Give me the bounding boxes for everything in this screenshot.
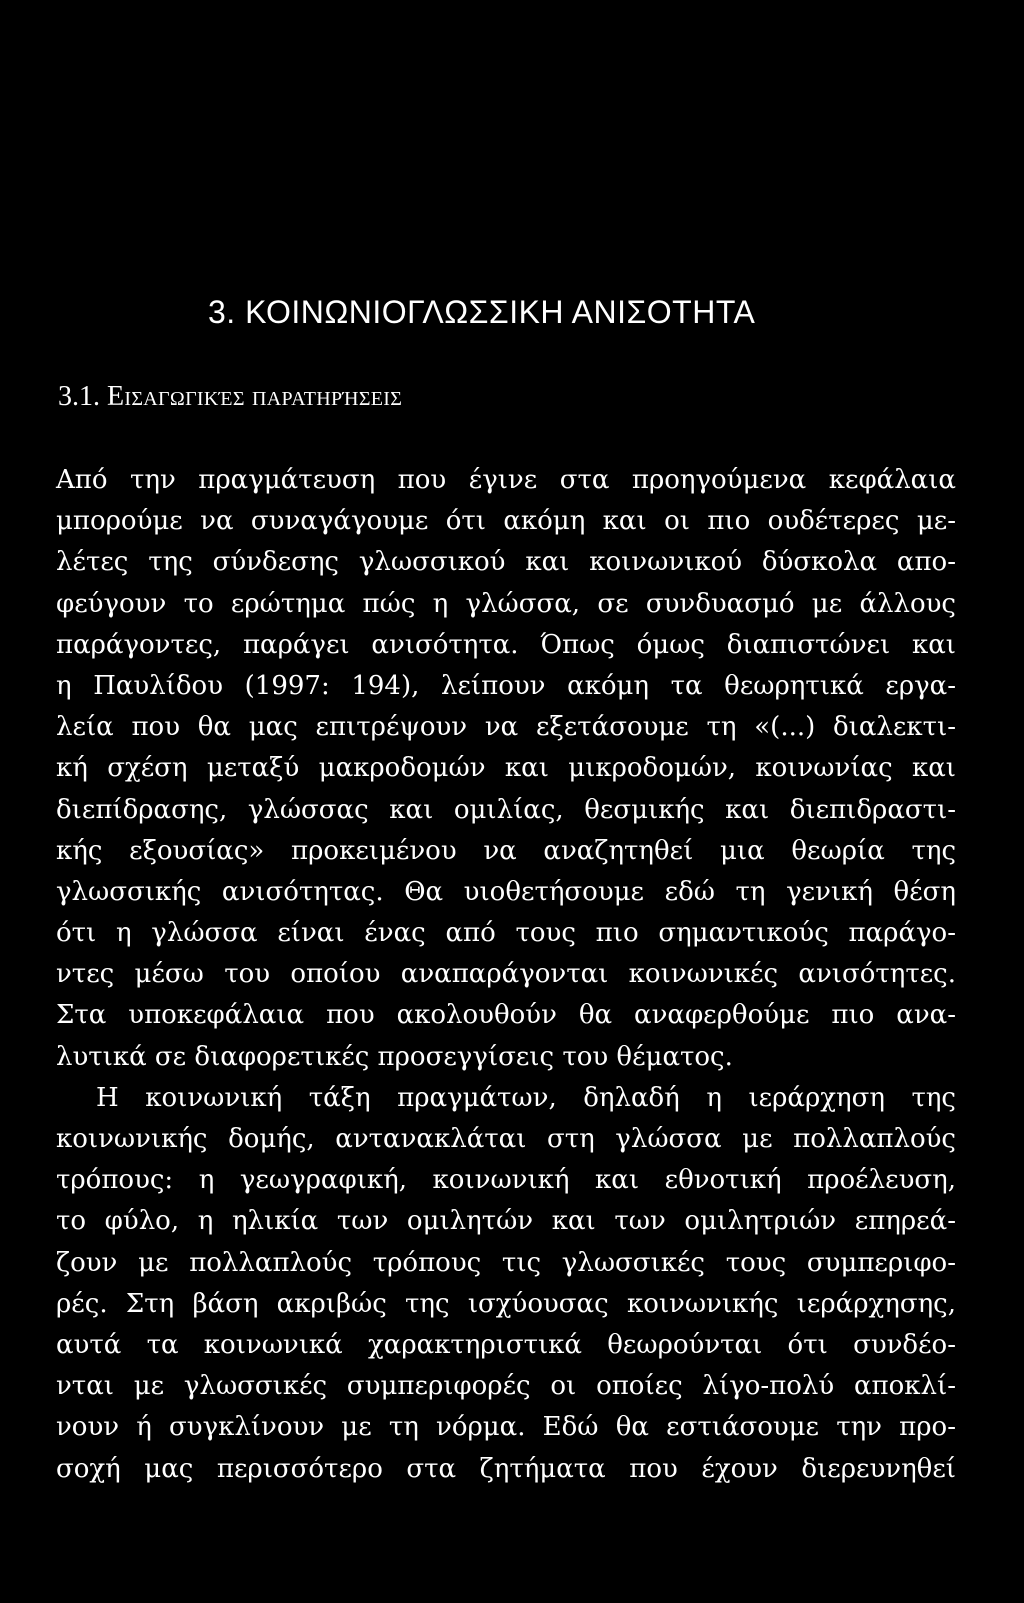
text-line: διεπίδρασης, γλώσσας και ομιλίας, θεσμικής και διεπιδραστι-: [56, 794, 956, 825]
text-line: φεύγουν το ερώτημα πώς η γλώσσα, σε συνδυασμό με άλλους: [56, 588, 956, 619]
text-line: κής εξουσίας» προκειμένου να αναζητηθεί μια θεωρία της: [56, 835, 956, 866]
text-line: ζουν με πολλαπλούς τρόπους τις γλωσσικές τους συμπεριφο-: [56, 1247, 956, 1278]
text-line: ντες μέσω του οποίου αναπαράγονται κοινωνικές ανισότητες.: [56, 959, 956, 990]
text-line: κή σχέση μεταξύ μακροδομών και μικροδομών, κοινωνίας και: [56, 753, 956, 784]
text-line: η Παυλίδου (1997: 194), λείπουν ακόμη τα θεωρητικά εργα-: [56, 670, 956, 701]
text-line: κοινωνικής δομής, αντανακλάται στη γλώσσα με πολλαπλούς: [56, 1124, 956, 1154]
text-line: λυτικά σε διαφορετικές προσεγγίσεις του θέματος.: [56, 1041, 733, 1072]
text-line: νται με γλωσσικές συμπεριφορές οι οποίες λίγο-πολύ αποκλί-: [56, 1371, 956, 1402]
section-heading: [58, 381, 402, 413]
text-line: Στα υποκεφάλαια που ακολουθούν θα αναφερθούμε πιο ανα-: [56, 1000, 956, 1031]
text-line: σοχή μας περισσότερο στα ζητήματα που έχουν διερευνηθεί: [56, 1453, 956, 1484]
text-line: Η κοινωνική τάξη πραγμάτων, δηλαδή η ιεράρχηση της: [96, 1082, 956, 1113]
text-line: νουν ή συγκλίνουν με τη νόρμα. Εδώ θα εστιάσουμε την προ-: [56, 1412, 956, 1443]
chapter-title: 3. ΚΟΙΝΩΝΙΟΓΛΩΣΣΙΚΗ ΑΝΙΣΟΤΗΤΑ: [208, 294, 756, 330]
text-line: το φύλο, η ηλικία των ομιλητών και των ομιλητριών επηρεά-: [56, 1206, 956, 1237]
text-line: παράγοντες, παράγει ανισότητα. Όπως όμως διαπιστώνει και: [56, 629, 956, 660]
text-line: μπορούμε να συναγάγουμε ότι ακόμη και οι πιο ουδέτερες με-: [56, 506, 956, 537]
text-line: ότι η γλώσσα είναι ένας από τους πιο σημαντικούς παράγο-: [56, 918, 956, 949]
section-number: 3.1.: [58, 381, 100, 412]
text-line: αυτά τα κοινωνικά χαρακτηριστικά θεωρούνται ότι συνδέο-: [56, 1329, 956, 1360]
text-line: λεία που θα μας επιτρέψουν να εξετάσουμε τη «(...) διαλεκτι-: [56, 712, 956, 743]
text-line: γλωσσικής ανισότητας. Θα υιοθετήσουμε εδώ τη γενική θέση: [56, 876, 956, 907]
text-line: ρές. Στη βάση ακριβώς της ισχύουσας κοινωνικής ιεράρχησης,: [56, 1288, 956, 1319]
text-line: τρόπους: η γεωγραφική, κοινωνική και εθνοτική προέλευση,: [56, 1165, 956, 1196]
text-line: λέτες της σύνδεσης γλωσσικού και κοινωνικού δύσκολα απο-: [56, 547, 956, 578]
body-text: [56, 460, 956, 1490]
section-title: Εισαγωγικές παρατηρήσεις: [107, 381, 403, 412]
text-line: Από την πραγμάτευση που έγινε στα προηγούμενα κεφάλαια: [56, 465, 956, 495]
